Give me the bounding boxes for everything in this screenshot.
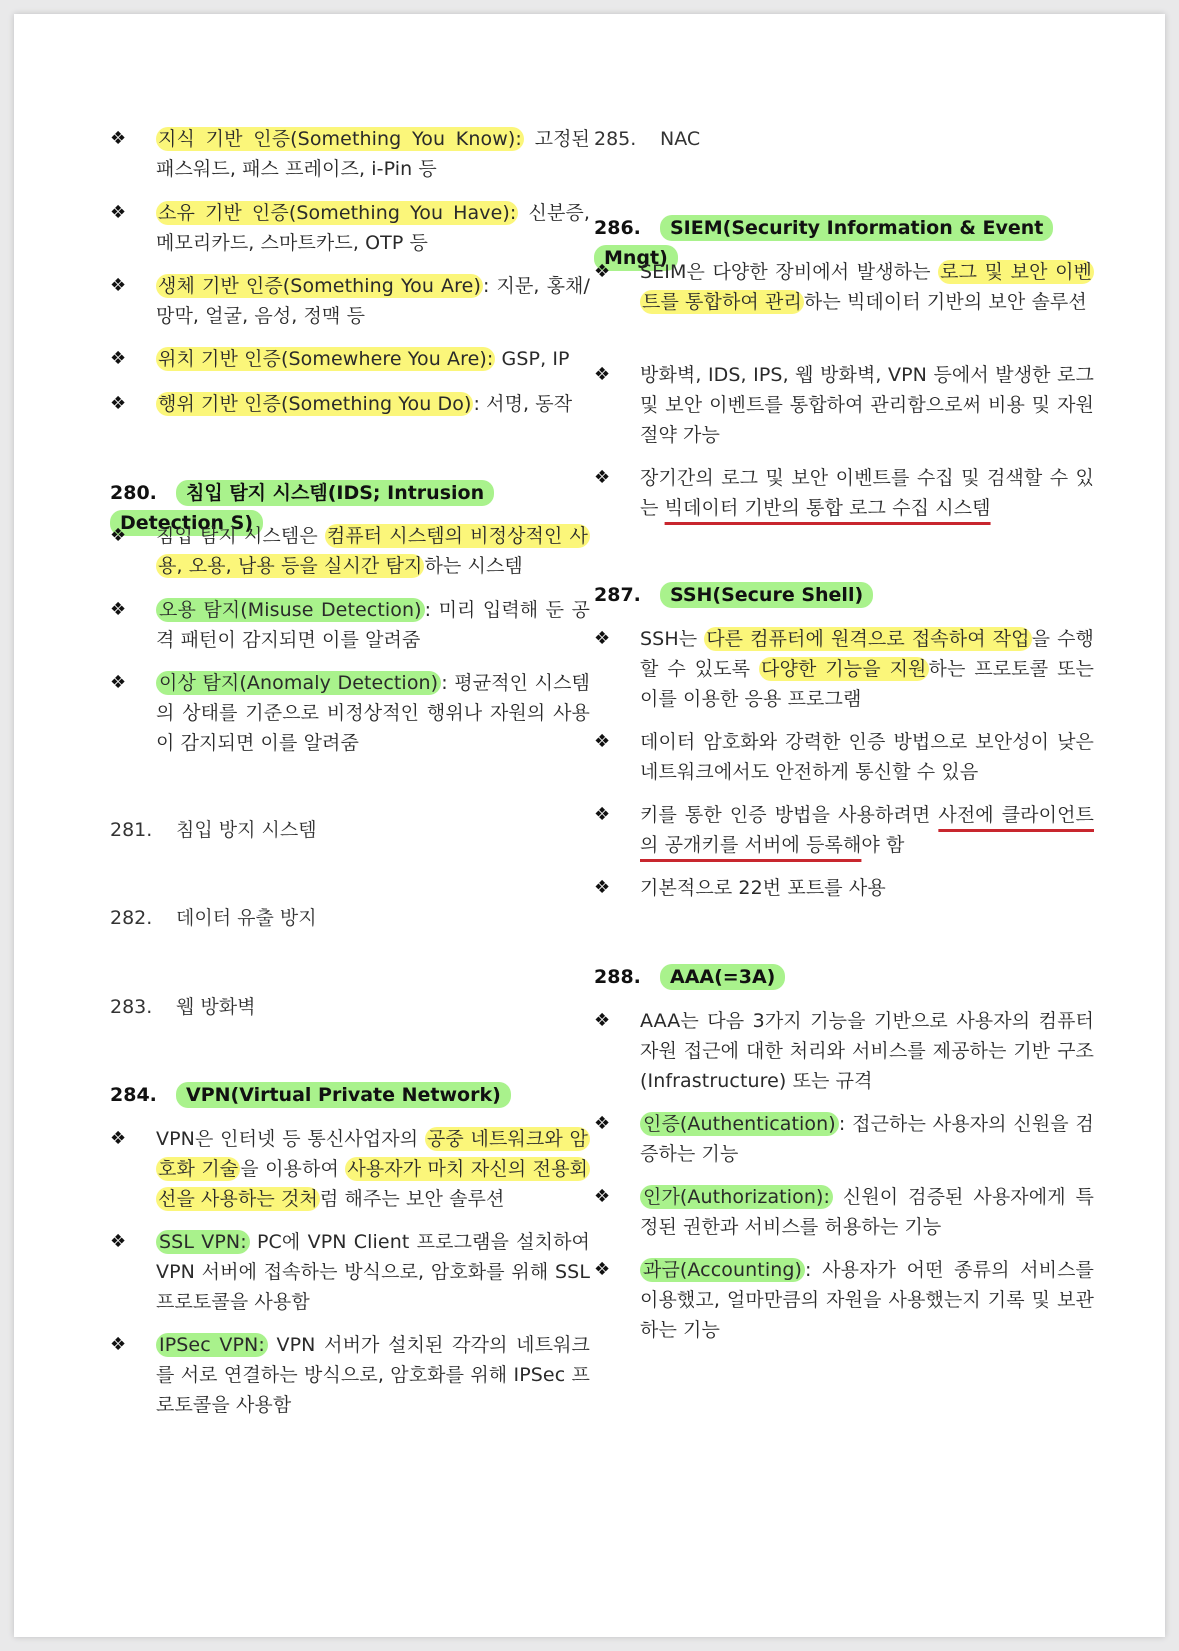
bullet-icon: ❖	[594, 1186, 611, 1207]
highlight: 지식 기반 인증(Something You Know):	[158, 128, 522, 150]
document-page	[14, 14, 1165, 1637]
list-item: ❖ 과금(Accounting) : 사용자가 어떤 종류의 서비스를 이용했고, 얼마만큼의 자원을 사용했는지 기록 및 보관하는 기능	[594, 1255, 1094, 1345]
list-item: ❖ 행위 기반 인증(Something You Do) : 서명, 동작	[110, 389, 590, 419]
bullet-icon: ❖	[110, 599, 127, 620]
bullet-icon: ❖	[594, 1010, 611, 1031]
bullet-icon: ❖	[110, 525, 127, 546]
highlight: 다양한 기능을 지원	[761, 658, 927, 680]
bullet-icon: ❖	[594, 467, 611, 488]
list-item: ❖ AAA는 다음 3가지 기능을 기반으로 사용자의 컴퓨터 자원 접근에 대한 처리와 서비스를 제공하는 기반 구조(Infrastructure) 또는 규격	[594, 1006, 1094, 1096]
bullet-icon: ❖	[594, 364, 611, 385]
section-heading-288: 288. AAA(=3A)	[594, 962, 785, 992]
highlight: 소유 기반 인증(Something You Have):	[158, 202, 517, 224]
highlight: IPSec VPN:	[156, 1333, 268, 1357]
list-item: ❖ 소유 기반 인증(Something You Have): 신분증, 메모리카드, 스마트카드, OTP 등	[110, 198, 590, 258]
section-heading-286: 286. SIEM(Security Information & Event Mngt)	[594, 213, 1094, 273]
list-item: ❖ 지식 기반 인증(Something You Know): 고정된 패스워드, 패스 프레이즈, i-Pin 등	[110, 124, 590, 184]
bullet-icon: ❖	[594, 1113, 611, 1134]
red-underline: 사전에 클라이언트의 공개키를 서버에 등록해	[640, 804, 1094, 856]
highlight: 오용 탐지(Misuse Detection)	[156, 598, 425, 622]
highlight: 사용자가 마치 자신의 전용회선을 사용하는 것처	[158, 1158, 588, 1210]
list-item: ❖ SSH는 다른 컴퓨터에 원격으로 접속하여 작업 을 수행할 수 있도록 다양한 기능을 지원 하는 프로토콜 또는 이를 이용한 응용 프로그램	[594, 624, 1094, 714]
highlight: 공중 네트워크와 암호화 기술	[158, 1128, 588, 1180]
list-item: ❖ SSL VPN: PC에 VPN Client 프로그램을 설치하여 VPN 서버에 접속하는 방식으로, 암호화를 위해 SSL 프로토콜을 사용함	[110, 1227, 590, 1317]
list-item: ❖ 기본적으로 22번 포트를 사용	[594, 873, 1094, 903]
section-heading-282: 282. 데이터 유출 방지	[110, 907, 317, 929]
list-item: ❖ 장기간의 로그 및 보안 이벤트를 수집 및 검색할 수 있는 빅데이터 기반의 통합 로그 수집 시스템	[594, 463, 1094, 523]
bullet-icon: ❖	[594, 628, 611, 649]
list-item: ❖ 오용 탐지(Misuse Detection) : 미리 입력해 둔 공격 패턴이 감지되면 이를 알려줌	[110, 595, 590, 655]
section-heading-285: 285. NAC	[594, 128, 701, 150]
bullet-icon: ❖	[110, 1231, 127, 1252]
bullet-icon: ❖	[110, 393, 127, 414]
list-item: ❖ VPN은 인터넷 등 통신사업자의 공중 네트워크와 암호화 기술 을 이용하여 사용자가 마치 자신의 전용회선을 사용하는 것처 럼 해주는 보안 솔루션	[110, 1124, 590, 1214]
list-item: ❖ IPSec VPN: VPN 서버가 설치된 각각의 네트워크를 서로 연결하는 방식으로, 암호화를 위해 IPSec 프로토콜을 사용함	[110, 1330, 590, 1420]
section-heading-287: 287. SSH(Secure Shell)	[594, 580, 873, 610]
list-item: ❖ 이상 탐지(Anomaly Detection) : 평균적인 시스템의 상태를 기준으로 비정상적인 행위나 자원의 사용이 감지되면 이를 알려줌	[110, 668, 590, 758]
list-item: ❖ 인증(Authentication) : 접근하는 사용자의 신원을 검증하는 기능	[594, 1109, 1094, 1169]
highlight: 인증(Authentication)	[640, 1112, 839, 1136]
section-heading-284: 284. VPN(Virtual Private Network)	[110, 1080, 511, 1110]
bullet-icon: ❖	[594, 261, 611, 282]
bullet-icon: ❖	[110, 128, 127, 149]
list-item: ❖ 생체 기반 인증(Something You Are) : 지문, 홍채/망막, 얼굴, 음성, 정맥 등	[110, 271, 590, 331]
list-item: ❖ SEIM은 다양한 장비에서 발생하는 로그 및 보안 이벤트를 통합하여 관리 하는 빅데이터 기반의 보안 솔루션	[594, 257, 1094, 317]
bullet-icon: ❖	[110, 275, 127, 296]
red-underline: 빅데이터 기반의 통합 로그 수집 시스템	[664, 497, 991, 519]
bullet-icon: ❖	[594, 1259, 611, 1280]
list-item: ❖ 위치 기반 인증(Somewhere You Are): GSP, IP	[110, 344, 590, 374]
highlight: SSL VPN:	[156, 1230, 250, 1254]
highlight: 과금(Accounting)	[640, 1258, 805, 1282]
list-item: ❖ 방화벽, IDS, IPS, 웹 방화벽, VPN 등에서 발생한 로그 및 보안 이벤트를 통합하여 관리함으로써 비용 및 자원 절약 가능	[594, 360, 1094, 450]
bullet-icon: ❖	[594, 877, 611, 898]
bullet-icon: ❖	[594, 731, 611, 752]
section-heading-280: 280. 침입 탐지 시스템(IDS; Intrusion Detection S)	[110, 478, 590, 538]
section-heading-283: 283. 웹 방화벽	[110, 996, 256, 1018]
bullet-icon: ❖	[110, 202, 127, 223]
highlight: 생체 기반 인증(Something You Are)	[158, 275, 481, 297]
highlight: 행위 기반 인증(Something You Do)	[158, 393, 472, 415]
bullet-icon: ❖	[594, 804, 611, 825]
section-heading-281: 281. 침입 방지 시스템	[110, 819, 317, 841]
bullet-icon: ❖	[110, 1128, 127, 1149]
highlight: 로그 및 보안 이벤트를 통합하여 관리	[642, 261, 1092, 313]
list-item: ❖ 침입 탐지 시스템은 컴퓨터 시스템의 비정상적인 사용, 오용, 남용 등을 실시간 탐지 하는 시스템	[110, 521, 590, 581]
highlight: 이상 탐지(Anomaly Detection)	[156, 671, 441, 695]
highlight: 위치 기반 인증(Somewhere You Are):	[158, 348, 494, 370]
highlight: 다른 컴퓨터에 원격으로 접속하여 작업	[706, 628, 1030, 650]
list-item: ❖ 데이터 암호화와 강력한 인증 방법으로 보안성이 낮은 네트워크에서도 안전하게 통신할 수 있음	[594, 727, 1094, 787]
bullet-icon: ❖	[110, 672, 127, 693]
bullet-icon: ❖	[110, 348, 127, 369]
list-item: ❖ 키를 통한 인증 방법을 사용하려면 사전에 클라이언트의 공개키를 서버에 등록해야 함	[594, 800, 1094, 860]
highlight: 인가(Authorization):	[640, 1185, 833, 1209]
highlight: 컴퓨터 시스템의 비정상적인 사용, 오용, 남용 등을 실시간 탐지	[158, 525, 588, 577]
bullet-icon: ❖	[110, 1334, 127, 1355]
list-item: ❖ 인가(Authorization): 신원이 검증된 사용자에게 특정된 권한과 서비스를 허용하는 기능	[594, 1182, 1094, 1242]
